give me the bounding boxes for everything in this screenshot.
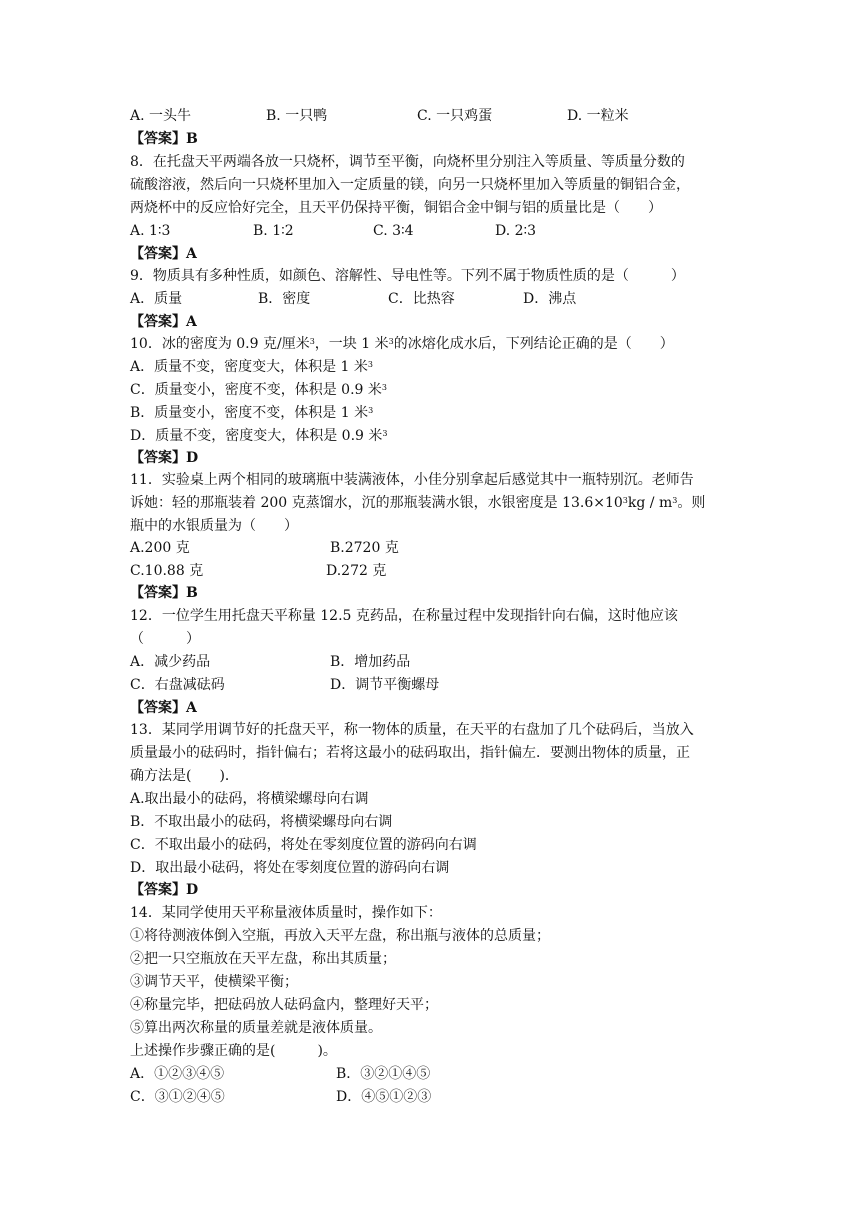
q11-option-c: C.10.88 克: [130, 563, 204, 579]
q7-option-b: B. 一只鸭: [266, 108, 328, 124]
q13-answer: 【答案】D: [130, 882, 199, 898]
q11-option-b: B.2720 克: [330, 540, 399, 556]
q10-option-d-sup: 3: [382, 429, 388, 438]
q11-option-a: A.200 克: [130, 540, 190, 556]
q11-line2-part-b: kg / m: [627, 495, 673, 511]
q13-option-d: D．取出最小砝码，将处在零刻度位置的游码向右调: [130, 860, 450, 876]
q8-option-d: D. 2∶3: [495, 223, 537, 239]
q12-stem-line-1: 12．一位学生用托盘天平称量 12.5 克药品，在称量过程中发现指针向右偏，这时他应该: [130, 608, 678, 624]
q14-stem: 14．某同学使用天平称量液体质量时，操作如下：: [130, 905, 442, 921]
q8-stem-line-3: 两烧杯中的反应恰好完全，且天平仍保持平衡，铜铝合金中铜与铝的质量比是（ ）: [130, 200, 662, 216]
q10-stem-sup-1: 3: [309, 337, 315, 346]
q10-option-b-text: B．质量变小，密度不变，体积是 1 米: [130, 405, 369, 421]
q10-option-d-text: D．质量不变，密度变大，体积是 0.9 米: [130, 428, 383, 444]
q9-option-a: A．质量: [130, 291, 183, 307]
q14-option-b: B．③②①④⑤: [336, 1066, 431, 1082]
q14-step-1: ①将待测液体倒入空瓶，再放入天平左盘，称出瓶与液体的总质量；: [130, 928, 550, 944]
q11-option-d: D.272 克: [326, 563, 387, 579]
q10-option-a: [130, 356, 373, 379]
q10-option-c: [130, 379, 387, 402]
q8-option-b: B. 1∶2: [253, 223, 294, 239]
q13-stem-line-3: 确方法是( )．: [130, 768, 239, 784]
q10-option-d: [130, 425, 387, 448]
q12-answer: 【答案】A: [130, 700, 197, 716]
q13-option-c: C．不取出最小的砝码，将处在零刻度位置的游码向右调: [130, 837, 477, 853]
q11-stem-line-3: 瓶中的水银质量为（ ）: [130, 518, 298, 534]
q12-option-b: B．增加药品: [330, 654, 411, 670]
q11-line2-sup-2: 3: [672, 496, 678, 505]
q14-step-2: ②把一只空瓶放在天平左盘，称出其质量；: [130, 951, 396, 967]
q9-answer: 【答案】A: [130, 314, 197, 330]
q14-option-c: C．③①②④⑤: [130, 1089, 225, 1105]
q10-stem-sup-2: 3: [388, 337, 394, 346]
q8-stem-line-2: 硫酸溶液，然后向一只烧杯里加入一定质量的镁，向另一只烧杯里加入等质量的铜铝合金，: [130, 177, 690, 193]
q11-line2-part-c: 。则: [677, 495, 706, 511]
q10-option-b-sup: 3: [368, 406, 374, 415]
q14-question: 上述操作步骤正确的是( )。: [130, 1043, 337, 1059]
q10-option-c-sup: 3: [381, 383, 387, 392]
q10-option-a-text: A．质量不变，密度变大，体积是 1 米: [130, 359, 368, 375]
q8-stem-line-1: 8．在托盘天平两端各放一只烧杯，调节至平衡，向烧杯里分别注入等质量、等质量分数的: [130, 154, 685, 170]
q11-stem-line-2: [130, 492, 705, 515]
q11-stem-line-1: 11．实验桌上两个相同的玻璃瓶中装满液体，小佳分别拿起后感觉其中一瓶特别沉。老师告: [130, 472, 694, 488]
q13-option-a: A.取出最小的砝码，将横梁螺母向右调: [130, 791, 369, 807]
q10-answer: 【答案】D: [130, 450, 199, 466]
q11-line2-sup-1: 3: [622, 496, 628, 505]
q7-option-c: C. 一只鸡蛋: [417, 108, 493, 124]
q10-stem-part-c: 的冰熔化成水后，下列结论正确的是（ ）: [393, 336, 674, 352]
q12-option-d: D．调节平衡螺母: [330, 677, 440, 693]
q14-option-d: D．④⑤①②③: [336, 1089, 432, 1105]
q14-step-4: ④称量完毕，把砝码放人砝码盒内，整理好天平；: [130, 997, 438, 1013]
q10-stem: [130, 333, 674, 356]
q10-option-b: [130, 402, 373, 425]
q12-stem-line-2: （ ）: [130, 631, 200, 647]
q8-option-c: C. 3∶4: [373, 223, 414, 239]
q14-option-a: A．①②③④⑤: [130, 1066, 225, 1082]
q11-line2-part-a: 诉她：轻的那瓶装着 200 克蒸馏水，沉的那瓶装满水银，水银密度是 13.6×10: [130, 495, 623, 511]
q12-option-a: A．减少药品: [130, 654, 211, 670]
q8-option-a: A. 1∶3: [130, 223, 171, 239]
q14-step-3: ③调节天平，使横梁平衡；: [130, 974, 298, 990]
q7-answer: 【答案】B: [130, 131, 198, 147]
q9-stem: 9．物质具有多种性质，如颜色、溶解性、导电性等。下列不属于物质性质的是（ ）: [130, 268, 685, 284]
q13-stem-line-1: 13．某同学用调节好的托盘天平，称一物体的质量，在天平的右盘加了几个砝码后，当放入: [130, 722, 694, 738]
q8-answer: 【答案】A: [130, 246, 197, 262]
q7-option-d: D. 一粒米: [567, 108, 629, 124]
q9-option-c: C．比热容: [388, 291, 455, 307]
q7-option-a: A. 一头牛: [130, 108, 192, 124]
q14-step-5: ⑤算出两次称量的质量差就是液体质量。: [130, 1020, 382, 1036]
q11-answer: 【答案】B: [130, 585, 198, 601]
q12-option-c: C．右盘减砝码: [130, 677, 225, 693]
q9-option-d: D．沸点: [523, 291, 577, 307]
q13-option-b: B．不取出最小的砝码，将横梁螺母向右调: [130, 814, 393, 830]
q10-option-a-sup: 3: [367, 360, 374, 369]
q9-option-b: B．密度: [258, 291, 311, 307]
q10-stem-part-a: 10．冰的密度为 0.9 克/厘米: [130, 336, 310, 352]
q10-stem-part-b: ，一块 1 米: [314, 336, 389, 352]
q10-option-c-text: C．质量变小，密度不变，体积是 0.9 米: [130, 382, 382, 398]
q13-stem-line-2: 质量最小的砝码时，指针偏右；若将这最小的砝码取出，指针偏左．要测出物体的质量，正: [130, 745, 690, 761]
